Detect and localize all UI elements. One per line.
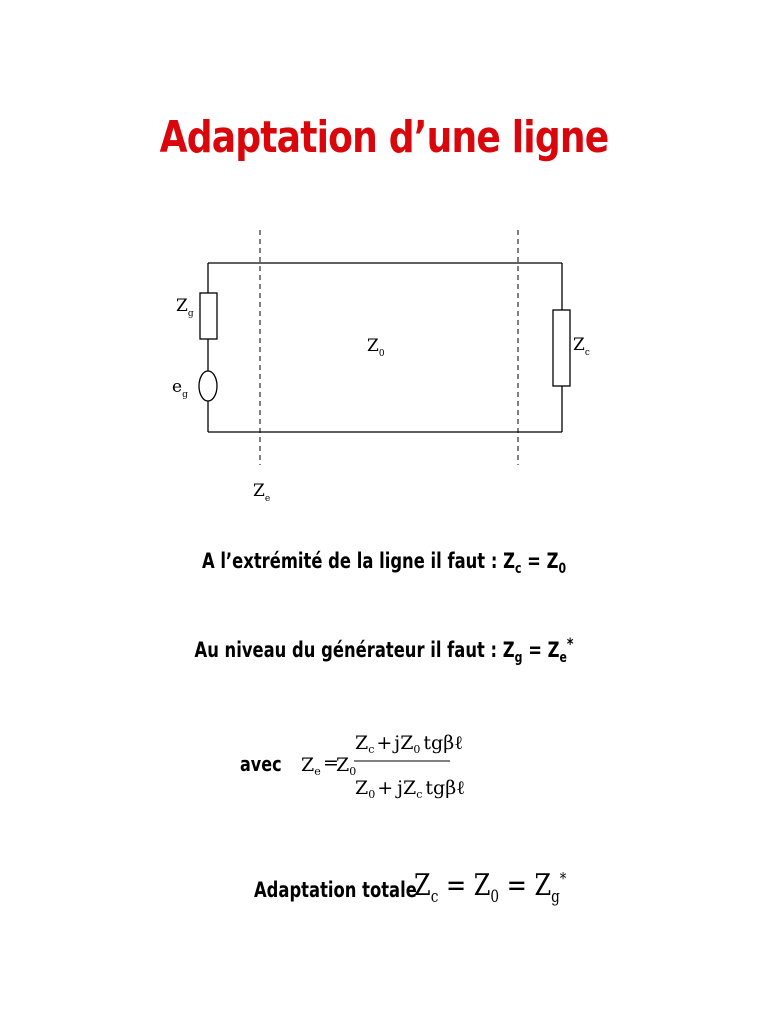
voltage-source-icon — [199, 371, 217, 401]
formula-numerator: $Z_c + jZ_0$ tgβℓ — [355, 732, 464, 756]
load-impedance-resistor — [553, 310, 570, 386]
formula-factor: $Z_0$ — [336, 754, 357, 778]
generator-impedance-resistor — [200, 293, 217, 339]
label-z0: $Z_0$ — [367, 336, 385, 359]
total-matching-label: Adaptation totale — [254, 878, 417, 902]
input-impedance-formula — [301, 732, 465, 801]
page-title: Adaptation d’une ligne — [159, 112, 609, 163]
label-eg: $e_g$ — [172, 377, 188, 400]
formula-equals: = — [323, 752, 339, 774]
label-ze: $Z_e$ — [253, 481, 271, 504]
load-matching-condition: A l’extrémité de la ligne il faut : $Z_c = Z_0$ — [201, 549, 567, 578]
total-matching-equation: $Z_c = Z_0 = Z_g^*$ — [414, 868, 567, 907]
formula-label: avec — [240, 752, 282, 776]
formula-denominator: $Z_0 + jZ_c$ tgβℓ — [355, 777, 466, 801]
label-zg: $Z_g$ — [176, 296, 194, 319]
formula-lhs: $Z_e$ — [301, 754, 321, 778]
label-zc: $Z_c$ — [573, 335, 590, 358]
generator-matching-condition: Au niveau du générateur il faut : $Z_g = Z_e^*$ — [194, 634, 574, 667]
